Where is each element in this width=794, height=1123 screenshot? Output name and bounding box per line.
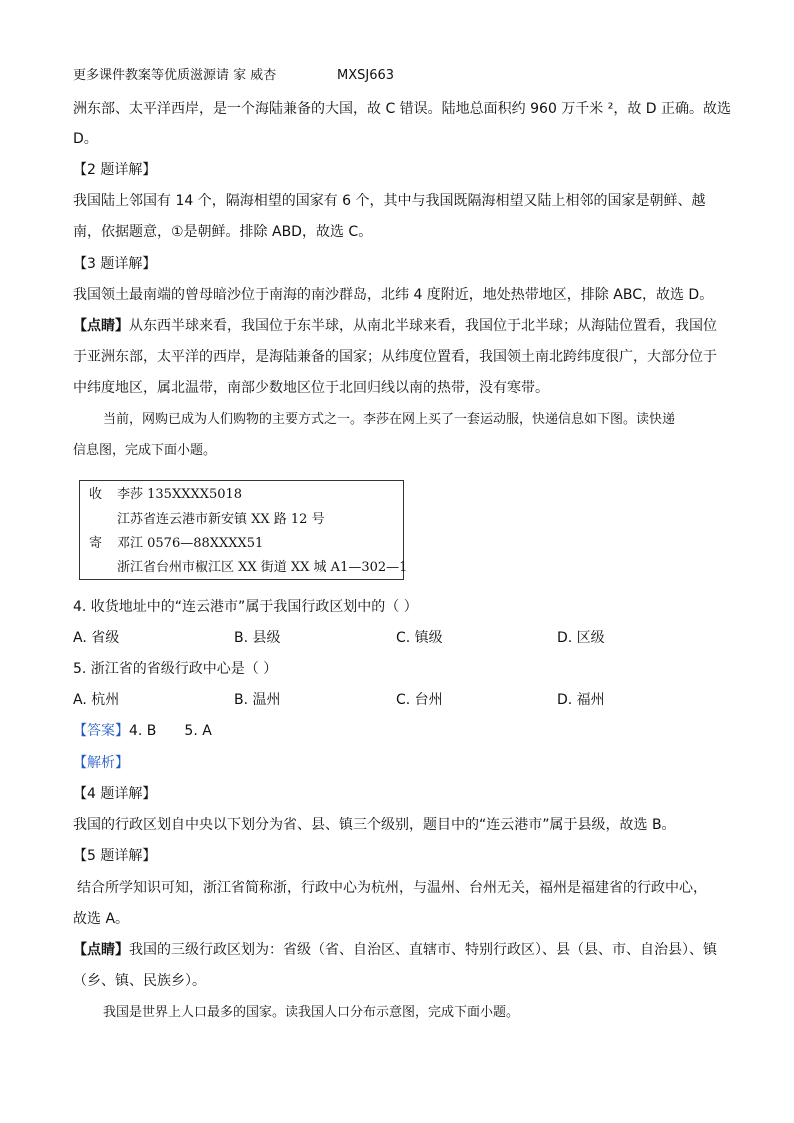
header-line: 更多课件教案等优质滋源请 家 威杏 [73,68,277,83]
answer-5: 5. A [184,723,212,739]
question-5-option-d: D. 福州 [557,692,605,708]
passage-2-line-1: 我国是世界上人口最多的国家。读我国人口分布示意图，完成下面小题。 [103,1005,520,1020]
header-code: MXSJ663 [337,68,395,83]
question-4-option-c: C. 镇级 [396,630,443,646]
question-4-option-a: A. 省级 [73,630,120,646]
receiver-info: 李莎 135XXXX5018 [117,487,243,502]
dianjing-2-text-1: 我国的三级行政区划为：省级（省、自治区、直辖市、特别行政区）、县（县、市、自治县）、镇 [129,942,717,958]
q4-line-1: 我国的行政区划自中央以下划分为省、县、镇三个级别，题目中的“连云港市”属于县级，故选 B。 [73,817,676,833]
answer-line [73,721,212,741]
sender-info: 邓江 0576—88XXXX51 [117,536,264,551]
question-4-stem: 4. 收货地址中的“连云港市”属于我国行政区划中的（ ） [73,599,418,615]
question-5-stem: 5. 浙江省的省级行政中心是（ ） [73,661,278,677]
passage-1-line-2: 信息图，完成下面小题。 [73,443,217,458]
send-label: 寄 [89,536,103,551]
answer-label: 【答案】 [73,723,129,739]
receive-label: 收 [89,487,103,502]
delivery-info-box [79,480,408,580]
dianjing-1-label: 【点睛】 [73,318,129,334]
question-4-option-d: D. 区级 [557,630,605,646]
q5-heading: 【5 题详解】 [73,848,157,864]
receive-address: 江苏省连云港市新安镇 XX 路 12 号 [117,512,325,527]
dianjing-1-line-3: 中纬度地区，属北温带，南部少数地区位于北回归线以南的热带，没有寒带。 [73,380,549,396]
q2-heading: 【2 题详解】 [73,162,157,178]
q3-line-1: 我国领土最南端的曾母暗沙位于南海的南沙群岛，北纬 4 度附近，地处热带地区，排除 ABC，故选 D。 [73,287,714,303]
intro-line-2: D。 [73,131,98,147]
send-address: 浙江省台州市椒江区 XX 街道 XX 城 A1—302—1 [117,560,408,575]
dianjing-2-line-2: （乡、镇、民族乡）。 [73,973,206,989]
intro-line-1: 洲东部、太平洋西岸，是一个海陆兼备的大国，故 C 错误。陆地总面积约 960 万千米 ²，故 D 正确。故选 [73,101,732,117]
question-5-option-c: C. 台州 [396,692,443,708]
analysis-label: 【解析】 [73,755,129,771]
q2-line-2: 南，依据题意，①是朝鲜。排除 ABD，故选 C。 [73,224,373,240]
q5-line-1: 结合所学知识可知，浙江省简称浙，行政中心为杭州，与温州、台州无关，福州是福建省的行政中心， [77,880,707,896]
q2-line-1: 我国陆上邻国有 14 个，隔海相望的国家有 6 个，其中与我国既隔海相望又陆上相邻的国家是朝鲜、越 [73,193,706,209]
q4-heading: 【4 题详解】 [73,786,157,802]
dianjing-1-text-1: 从东西半球来看，我国位于东半球，从南北半球来看，我国位于北半球；从海陆位置看，我国位 [129,318,717,334]
passage-1-line-1: 当前，网购已成为人们购物的主要方式之一。李莎在网上买了一套运动服，快递信息如下图。读快递 [103,412,676,427]
dianjing-1-line-1 [73,316,717,336]
q5-line-2: 故选 A。 [73,911,130,927]
q3-heading: 【3 题详解】 [73,256,157,272]
dianjing-2-line-1 [73,940,717,960]
question-5-option-a: A. 杭州 [73,692,120,708]
dianjing-2-label: 【点睛】 [73,942,129,958]
question-4-option-b: B. 县级 [234,630,281,646]
answer-4: 4. B [129,723,157,739]
question-5-option-b: B. 温州 [234,692,281,708]
dianjing-1-line-2: 于亚洲东部，太平洋的西岸，是海陆兼备的国家；从纬度位置看，我国领土南北跨纬度很广，大部分位于 [73,349,717,365]
